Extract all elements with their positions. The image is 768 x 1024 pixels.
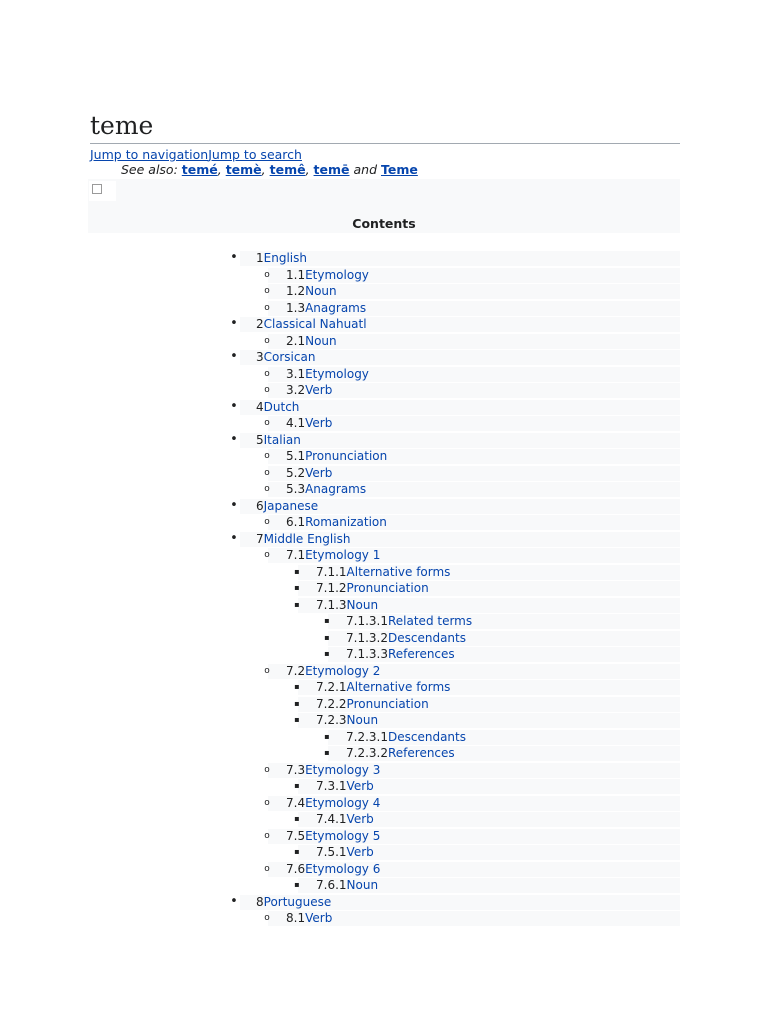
toc-label: Etymology 5 <box>305 828 381 843</box>
toc-label: English <box>263 251 307 265</box>
see-also-note <box>121 162 418 178</box>
toc-item[interactable] <box>0 366 680 383</box>
toc-item[interactable] <box>0 828 680 845</box>
toc-label: Etymology 3 <box>305 762 381 777</box>
toc-number: 7.1.3 <box>316 597 347 612</box>
toc-label: Etymology 2 <box>305 663 381 678</box>
toc-link[interactable] <box>286 448 387 465</box>
toc-link[interactable] <box>286 415 332 432</box>
list-bullet-icon: ▪ <box>294 847 300 856</box>
toc-label: Corsican <box>263 350 316 364</box>
toc-link[interactable] <box>316 564 450 581</box>
list-bullet-icon: ▪ <box>294 814 300 823</box>
toc-label: Pronunciation <box>305 449 388 463</box>
toc-number: 1.3 <box>286 300 306 315</box>
toc-label: Pronunciation <box>346 696 429 711</box>
toc-link[interactable] <box>286 267 369 284</box>
toc-number: 3 <box>256 350 264 364</box>
toc-number: 3.1 <box>286 366 306 381</box>
toc-item[interactable] <box>0 696 680 713</box>
toc-number: 7.5 <box>286 828 306 843</box>
toc-link[interactable] <box>286 861 380 878</box>
toc-item[interactable] <box>0 300 680 317</box>
toc-item[interactable] <box>0 910 680 927</box>
toc-link[interactable] <box>256 399 299 416</box>
toc-label: Etymology 4 <box>305 795 381 810</box>
list-bullet-icon: o <box>264 451 270 461</box>
toc-link[interactable] <box>256 498 318 515</box>
toc-link[interactable] <box>256 531 350 548</box>
toc-label: Verb <box>346 779 374 793</box>
toc-link[interactable] <box>256 349 315 366</box>
toc-link[interactable] <box>286 663 380 680</box>
toc-number: 2.1 <box>286 333 306 348</box>
toc-number: 5.1 <box>286 449 306 463</box>
toc-item[interactable] <box>0 613 680 630</box>
toc-item[interactable] <box>0 465 680 482</box>
toc-item[interactable] <box>0 547 680 564</box>
toc-number: 7 <box>256 531 264 546</box>
toc-link[interactable] <box>286 514 387 531</box>
list-bullet-icon: o <box>264 269 270 280</box>
toc-label: Noun <box>346 878 379 892</box>
toc-link[interactable] <box>346 729 466 746</box>
toc-number: 7.2.2 <box>316 696 347 711</box>
toc-item[interactable] <box>0 630 680 647</box>
toc-link[interactable] <box>316 597 378 614</box>
toc-link[interactable] <box>286 762 380 779</box>
separator: , <box>261 162 270 177</box>
toc-label: Alternative forms <box>346 564 451 579</box>
toc-link[interactable] <box>316 580 429 597</box>
list-bullet-icon: o <box>264 302 270 313</box>
toc-number: 1 <box>256 251 264 265</box>
toc-label: Etymology <box>305 366 369 381</box>
toc-label: Verb <box>305 465 333 480</box>
toc-number: 7.2.3 <box>316 713 347 727</box>
toc-number: 7.1.3.2 <box>346 630 388 645</box>
table-of-contents <box>0 250 680 927</box>
separator: , <box>305 162 314 177</box>
toc-link[interactable] <box>316 877 378 894</box>
toc-label: Noun <box>346 597 379 612</box>
list-bullet-icon: • <box>230 893 238 909</box>
list-bullet-icon: o <box>264 550 270 560</box>
separator: and <box>349 162 381 177</box>
list-bullet-icon: • <box>230 431 238 447</box>
toc-link[interactable] <box>286 382 332 399</box>
jump-links <box>90 147 302 163</box>
toc-item[interactable] <box>0 250 680 267</box>
page-title: teme <box>90 110 680 144</box>
toc-number: 6 <box>256 498 264 513</box>
list-bullet-icon: ▪ <box>324 649 330 658</box>
toc-label: Noun <box>346 713 379 727</box>
jump-to-search-link[interactable]: Jump to search <box>208 147 302 162</box>
toc-link[interactable] <box>316 696 429 713</box>
toc-number: 7.1.2 <box>316 581 347 595</box>
toc-item-background <box>240 400 680 415</box>
toc-label: Verb <box>346 812 374 826</box>
list-bullet-icon: o <box>264 467 270 478</box>
toc-number: 7.6.1 <box>316 878 347 892</box>
toc-item[interactable] <box>0 333 680 350</box>
toc-link[interactable] <box>316 679 450 696</box>
toc-label: References <box>387 647 455 661</box>
toc-item[interactable] <box>0 580 680 597</box>
separator: , <box>217 162 226 177</box>
toc-link[interactable] <box>256 316 367 333</box>
toc-item[interactable] <box>0 481 680 498</box>
toc-link[interactable] <box>256 894 331 911</box>
toc-number: 7.1.1 <box>316 564 347 579</box>
list-bullet-icon: o <box>264 484 270 494</box>
toc-link[interactable] <box>286 465 332 482</box>
list-bullet-icon: o <box>264 286 270 296</box>
toc-item[interactable] <box>0 448 680 465</box>
toc-item[interactable] <box>0 745 680 762</box>
toc-link[interactable] <box>346 630 466 647</box>
toc-link[interactable] <box>286 828 380 845</box>
toc-number: 5.2 <box>286 465 306 480</box>
toc-item[interactable] <box>0 762 680 779</box>
toc-label: Anagrams <box>305 300 367 315</box>
toc-item[interactable] <box>0 894 680 911</box>
list-bullet-icon: o <box>264 385 270 395</box>
toc-item[interactable] <box>0 432 680 449</box>
toc-number: 7.4 <box>286 795 306 810</box>
toc-item[interactable] <box>0 795 680 812</box>
toc-number: 7.1.3.1 <box>346 614 388 628</box>
toc-link[interactable] <box>286 910 332 927</box>
toc-item[interactable] <box>0 283 680 300</box>
toc-item[interactable] <box>0 531 680 548</box>
toc-item[interactable] <box>0 267 680 284</box>
toc-item[interactable] <box>0 349 680 366</box>
toc-number: 7.2.3.1 <box>346 729 388 744</box>
toc-item[interactable] <box>0 564 680 581</box>
toc-label: Italian <box>263 432 301 447</box>
list-bullet-icon: o <box>264 764 270 775</box>
toc-label: Related terms <box>387 614 473 628</box>
toc-item[interactable] <box>0 663 680 680</box>
toc-link[interactable] <box>286 333 337 350</box>
toc-item[interactable] <box>0 861 680 878</box>
toc-number: 6.1 <box>286 515 306 529</box>
toc-link[interactable] <box>286 366 369 383</box>
toc-link[interactable] <box>256 250 307 267</box>
see-also-link[interactable]: temē <box>313 162 350 177</box>
list-bullet-icon: o <box>264 797 270 808</box>
toc-label: Descendants <box>387 729 466 744</box>
toc-number: 7.4.1 <box>316 812 347 826</box>
toc-item[interactable] <box>0 646 680 663</box>
toc-number: 1.2 <box>286 284 306 298</box>
toc-label: Pronunciation <box>346 581 429 595</box>
list-bullet-icon: ▪ <box>294 599 300 609</box>
toc-number: 7.6 <box>286 861 306 876</box>
toc-label: Alternative forms <box>346 680 451 694</box>
toc-title: Contents <box>352 216 416 231</box>
toc-label: Noun <box>305 333 337 348</box>
list-bullet-icon: o <box>264 830 270 841</box>
toc-number: 7.3 <box>286 762 306 777</box>
list-bullet-icon: o <box>264 418 270 428</box>
toc-item[interactable] <box>0 316 680 333</box>
toc-number: 7.1.3.3 <box>346 647 388 661</box>
toc-label: Noun <box>305 284 337 298</box>
toc-item[interactable] <box>0 415 680 432</box>
list-bullet-icon: ▪ <box>294 566 300 576</box>
see-also-link[interactable]: temê <box>269 162 306 177</box>
toc-label: Verb <box>305 416 333 430</box>
see-also-label: See also: <box>121 162 178 177</box>
toc-item[interactable] <box>0 514 680 531</box>
toc-item[interactable] <box>0 778 680 795</box>
list-bullet-icon: ▪ <box>294 583 300 592</box>
toc-label: Verb <box>305 383 333 397</box>
toc-link[interactable] <box>286 300 366 317</box>
list-bullet-icon: ▪ <box>324 748 330 757</box>
list-bullet-icon: ▪ <box>324 632 330 642</box>
toc-link[interactable] <box>286 481 366 498</box>
toc-label: Portuguese <box>263 894 332 909</box>
toc-link[interactable] <box>316 712 378 729</box>
toc-label: Romanization <box>305 515 387 529</box>
list-bullet-icon: ▪ <box>324 731 330 741</box>
toc-number: 4 <box>256 399 264 414</box>
toc-label: Dutch <box>263 399 300 414</box>
toc-label: Anagrams <box>305 482 367 496</box>
toc-label: Etymology 6 <box>305 861 381 876</box>
list-bullet-icon: ▪ <box>294 781 300 790</box>
see-also-link[interactable]: Teme <box>380 162 418 177</box>
list-bullet-icon: ▪ <box>294 715 300 724</box>
list-bullet-icon: • <box>230 398 238 414</box>
list-bullet-icon: • <box>230 349 238 364</box>
toc-number: 7.5.1 <box>316 845 347 859</box>
toc-number: 4.1 <box>286 416 306 430</box>
toc-item[interactable] <box>0 844 680 861</box>
toc-item[interactable] <box>0 811 680 828</box>
toc-number: 7.1 <box>286 548 306 562</box>
toc-label: Japanese <box>263 498 319 513</box>
toc-item[interactable] <box>0 498 680 515</box>
toc-link[interactable] <box>316 844 374 861</box>
list-bullet-icon: • <box>230 250 238 265</box>
toc-item[interactable] <box>0 597 680 614</box>
toc-number: 7.2.3.2 <box>346 746 388 760</box>
list-bullet-icon: o <box>264 368 270 379</box>
toc-label: Classical Nahuatl <box>263 317 367 331</box>
toc-number: 5.3 <box>286 482 306 496</box>
toc-link[interactable] <box>346 745 455 762</box>
toc-toggle-checkbox[interactable] <box>92 184 102 194</box>
toc-link[interactable] <box>346 613 472 630</box>
list-bullet-icon: ▪ <box>294 880 300 889</box>
toc-item-background <box>240 433 680 448</box>
see-also-link[interactable]: temè <box>225 162 262 177</box>
list-bullet-icon: o <box>264 517 270 527</box>
toc-number: 3.2 <box>286 383 306 397</box>
toc-number: 2 <box>256 317 264 331</box>
toc-link[interactable] <box>286 547 380 564</box>
toc-item[interactable] <box>0 729 680 746</box>
list-bullet-icon: o <box>264 863 270 874</box>
toc-number: 7.2.1 <box>316 680 347 694</box>
list-bullet-icon: o <box>264 913 270 923</box>
toc-link[interactable] <box>286 283 337 300</box>
toc-label: References <box>387 746 455 760</box>
list-bullet-icon: o <box>264 335 270 346</box>
see-also-link[interactable]: temé <box>181 162 218 177</box>
toc-label: Etymology <box>305 267 369 282</box>
jump-to-navigation-link[interactable]: Jump to navigation <box>90 147 209 162</box>
toc-link[interactable] <box>346 646 455 663</box>
toc-number: 7.2 <box>286 663 306 678</box>
toc-number: 1.1 <box>286 267 306 282</box>
toc-label: Etymology 1 <box>305 548 381 562</box>
toc-number: 5 <box>256 432 264 447</box>
toc-item[interactable] <box>0 712 680 729</box>
toc-item[interactable] <box>0 382 680 399</box>
toc-link[interactable] <box>316 811 374 828</box>
list-bullet-icon: ▪ <box>294 698 300 708</box>
list-bullet-icon: • <box>230 316 238 331</box>
toc-number: 7.3.1 <box>316 779 347 793</box>
toc-label: Verb <box>305 911 333 925</box>
toc-label: Verb <box>346 845 374 859</box>
toc-item[interactable] <box>0 877 680 894</box>
toc-item[interactable] <box>0 399 680 416</box>
list-bullet-icon: ▪ <box>324 616 330 625</box>
toc-item[interactable] <box>0 679 680 696</box>
list-bullet-icon: • <box>230 497 238 513</box>
toc-link[interactable] <box>286 795 380 812</box>
toc-label: Descendants <box>387 630 466 645</box>
toc-link[interactable] <box>256 432 301 449</box>
toc-label: Middle English <box>263 531 351 546</box>
list-bullet-icon: o <box>264 665 270 676</box>
toc-link[interactable] <box>316 778 374 795</box>
list-bullet-icon: • <box>230 530 238 546</box>
toc-number: 8 <box>256 894 264 909</box>
list-bullet-icon: ▪ <box>294 682 300 691</box>
toc-number: 8.1 <box>286 911 306 925</box>
